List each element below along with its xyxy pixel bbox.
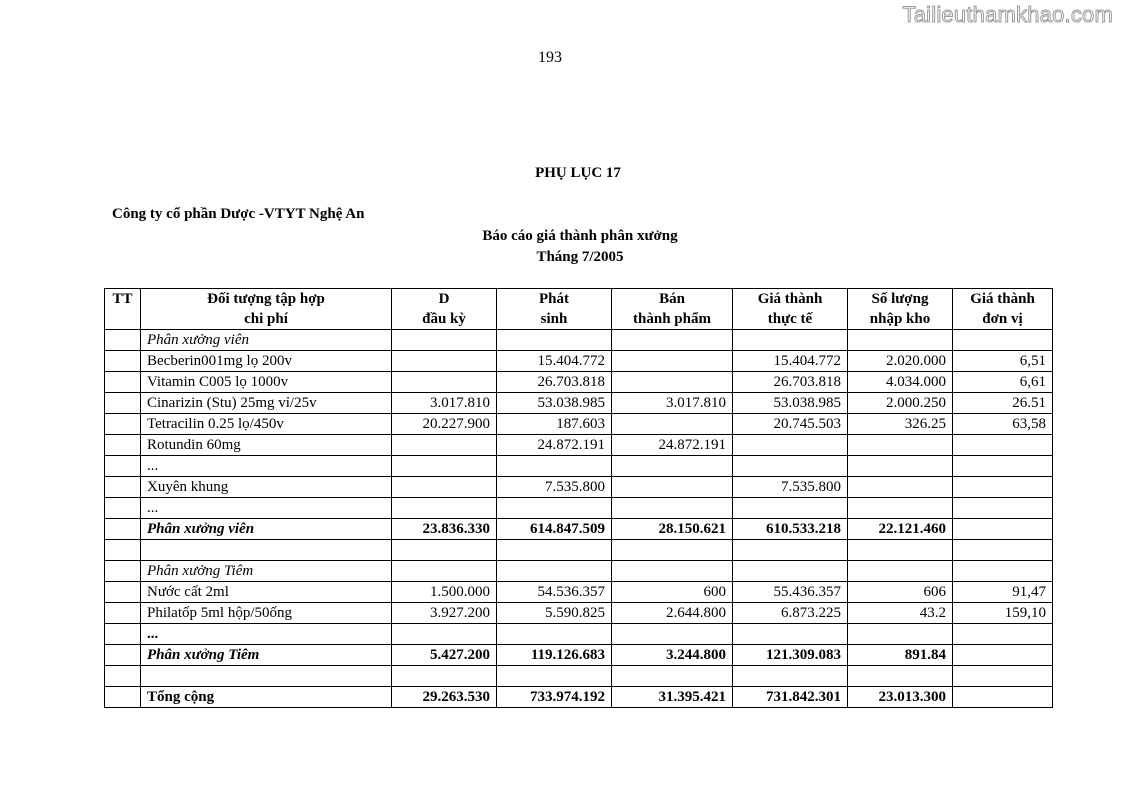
cell-cost-object: Nước cất 2ml [141,582,392,603]
cell-unit-cost [953,687,1053,708]
cell-quantity-received [848,477,953,498]
cell-sold-goods: 2.644.800 [612,603,733,624]
cell-incurred: 26.703.818 [497,372,612,393]
cell-tt [105,372,141,393]
header-quantity-received-line2: nhập kho [848,309,953,330]
table-row [105,393,1053,414]
cell-sold-goods [612,666,733,687]
cell-opening-balance [392,372,497,393]
cell-incurred: 54.536.357 [497,582,612,603]
cell-unit-cost: 91,47 [953,582,1053,603]
cell-incurred [497,456,612,477]
cell-actual-cost [733,624,848,645]
cell-opening-balance: 1.500.000 [392,582,497,603]
table-row [105,687,1053,708]
cell-tt [105,477,141,498]
header-sold-goods: Bán [612,289,733,310]
cell-cost-object: Rotundin 60mg [141,435,392,456]
cell-incurred [497,330,612,351]
report-title: Báo cáo giá thành phân xưởng [482,228,678,244]
cell-unit-cost [953,498,1053,519]
cell-incurred [497,561,612,582]
cell-actual-cost [733,330,848,351]
cell-actual-cost: 53.038.985 [733,393,848,414]
cell-opening-balance [392,351,497,372]
cell-opening-balance: 3.017.810 [392,393,497,414]
table-row [105,582,1053,603]
table-row [105,330,1053,351]
cell-unit-cost: 63,58 [953,414,1053,435]
cell-tt [105,351,141,372]
cell-unit-cost [953,435,1053,456]
cell-incurred: 5.590.825 [497,603,612,624]
cell-unit-cost [953,477,1053,498]
cell-tt [105,393,141,414]
table-row [105,666,1053,687]
cell-sold-goods [612,624,733,645]
cell-unit-cost [953,330,1053,351]
cell-actual-cost: 20.745.503 [733,414,848,435]
cell-opening-balance: 23.836.330 [392,519,497,540]
cell-opening-balance [392,435,497,456]
cell-tt [105,435,141,456]
header-opening-balance-line2: đầu kỳ [392,309,497,330]
cell-tt [105,603,141,624]
table-row [105,456,1053,477]
cell-sold-goods [612,330,733,351]
cell-incurred: 119.126.683 [497,645,612,666]
table-row [105,372,1053,393]
cell-tt [105,414,141,435]
cell-sold-goods: 3.017.810 [612,393,733,414]
cell-quantity-received: 891.84 [848,645,953,666]
table-row [105,519,1053,540]
cell-cost-object: Vitamin C005 lọ 1000v [141,372,392,393]
cell-unit-cost: 6,61 [953,372,1053,393]
cell-opening-balance [392,477,497,498]
header-quantity-received: Số lượng [848,289,953,310]
cell-unit-cost: 159,10 [953,603,1053,624]
cell-sold-goods [612,372,733,393]
table-row [105,435,1053,456]
header-tt: TT [105,289,141,310]
cell-incurred: 614.847.509 [497,519,612,540]
cell-cost-object [141,666,392,687]
cell-quantity-received [848,666,953,687]
cell-sold-goods [612,477,733,498]
cell-sold-goods: 28.150.621 [612,519,733,540]
cell-cost-object: Phân xưởng viên [141,330,392,351]
cell-quantity-received: 2.020.000 [848,351,953,372]
table-row [105,498,1053,519]
table-body [105,330,1053,708]
cell-opening-balance [392,498,497,519]
cell-opening-balance [392,540,497,561]
cell-actual-cost: 15.404.772 [733,351,848,372]
cell-sold-goods [612,351,733,372]
cell-sold-goods [612,540,733,561]
cell-unit-cost [953,540,1053,561]
cell-tt [105,624,141,645]
cell-opening-balance: 3.927.200 [392,603,497,624]
table-row [105,414,1053,435]
cell-incurred: 187.603 [497,414,612,435]
cell-cost-object: Phân xưởng viên [141,519,392,540]
cell-incurred [497,666,612,687]
cell-cost-object: Xuyên khung [141,477,392,498]
cell-actual-cost: 7.535.800 [733,477,848,498]
table-row [105,624,1053,645]
cell-unit-cost: 6,51 [953,351,1053,372]
header-tt-line2 [105,309,141,330]
cell-opening-balance [392,561,497,582]
header-unit-cost-line2: đơn vị [953,309,1053,330]
appendix-title: PHỤ LỤC 17 [535,165,621,181]
cell-quantity-received [848,456,953,477]
cell-quantity-received: 23.013.300 [848,687,953,708]
cell-actual-cost: 6.873.225 [733,603,848,624]
cell-quantity-received [848,435,953,456]
page-number: 193 [538,49,562,66]
cell-incurred: 53.038.985 [497,393,612,414]
header-row-1 [105,289,1053,310]
cell-actual-cost [733,666,848,687]
cell-cost-object: Philatốp 5ml hộp/50ống [141,603,392,624]
cell-incurred: 733.974.192 [497,687,612,708]
cell-actual-cost: 121.309.083 [733,645,848,666]
report-period: Tháng 7/2005 [536,249,624,265]
cell-opening-balance: 20.227.900 [392,414,497,435]
cell-quantity-received [848,540,953,561]
cell-opening-balance [392,624,497,645]
cell-cost-object: Becberin001mg lọ 200v [141,351,392,372]
cell-sold-goods [612,498,733,519]
cost-report-table [104,288,1053,708]
cell-quantity-received: 2.000.250 [848,393,953,414]
table-header [105,289,1053,330]
cell-quantity-received: 22.121.460 [848,519,953,540]
table-row [105,477,1053,498]
cell-cost-object [141,540,392,561]
cell-tt [105,645,141,666]
cell-actual-cost [733,540,848,561]
cell-cost-object: Cinarizin (Stu) 25mg vỉ/25v [141,393,392,414]
table-row [105,540,1053,561]
cell-opening-balance [392,666,497,687]
cell-incurred: 7.535.800 [497,477,612,498]
cell-quantity-received [848,561,953,582]
table-row [105,561,1053,582]
cell-cost-object: ... [141,498,392,519]
cell-sold-goods: 24.872.191 [612,435,733,456]
company-name: Công ty cổ phần Dược -VTYT Nghệ An [112,206,365,222]
cell-unit-cost [953,666,1053,687]
cell-incurred [497,624,612,645]
cell-unit-cost [953,624,1053,645]
header-row-2 [105,309,1053,330]
cell-cost-object: Tổng cộng [141,687,392,708]
cell-quantity-received [848,624,953,645]
cell-tt [105,498,141,519]
cell-opening-balance: 29.263.530 [392,687,497,708]
cell-quantity-received: 606 [848,582,953,603]
cell-incurred [497,498,612,519]
cell-quantity-received: 326.25 [848,414,953,435]
cell-opening-balance: 5.427.200 [392,645,497,666]
cell-incurred [497,540,612,561]
cell-tt [105,582,141,603]
cell-sold-goods [612,414,733,435]
cell-sold-goods: 3.244.800 [612,645,733,666]
cell-actual-cost [733,561,848,582]
cell-quantity-received [848,330,953,351]
cell-actual-cost: 26.703.818 [733,372,848,393]
cell-sold-goods: 31.395.421 [612,687,733,708]
cell-sold-goods [612,456,733,477]
header-incurred: Phát [497,289,612,310]
cell-cost-object: Phân xưởng Tiêm [141,645,392,666]
cell-cost-object: Tetracilin 0.25 lọ/450v [141,414,392,435]
cell-opening-balance [392,330,497,351]
cell-tt [105,687,141,708]
cell-cost-object: ... [141,624,392,645]
cell-tt [105,456,141,477]
cell-actual-cost: 55.436.357 [733,582,848,603]
table-row [105,351,1053,372]
cell-tt [105,666,141,687]
cell-tt [105,519,141,540]
cell-tt [105,330,141,351]
cell-actual-cost [733,498,848,519]
cell-incurred: 24.872.191 [497,435,612,456]
cell-actual-cost: 610.533.218 [733,519,848,540]
table-row [105,645,1053,666]
header-incurred-line2: sinh [497,309,612,330]
cell-opening-balance [392,456,497,477]
header-unit-cost: Giá thành [953,289,1053,310]
cell-quantity-received: 4.034.000 [848,372,953,393]
cell-actual-cost [733,456,848,477]
cell-incurred: 15.404.772 [497,351,612,372]
header-actual-cost: Giá thành [733,289,848,310]
table-row [105,603,1053,624]
cell-tt [105,561,141,582]
cell-unit-cost [953,645,1053,666]
cell-actual-cost: 731.842.301 [733,687,848,708]
cell-unit-cost [953,519,1053,540]
header-opening-balance: D [392,289,497,310]
watermark: Tailieuthamkhao.com [902,2,1113,27]
cell-unit-cost [953,561,1053,582]
header-cost-object-line2: chi phí [141,309,392,330]
cell-unit-cost [953,456,1053,477]
header-actual-cost-line2: thực tế [733,309,848,330]
cell-cost-object: ... [141,456,392,477]
cell-quantity-received [848,498,953,519]
cell-unit-cost: 26.51 [953,393,1053,414]
header-cost-object: Đối tượng tập hợp [141,289,392,310]
cell-cost-object: Phân xưởng Tiêm [141,561,392,582]
cell-sold-goods: 600 [612,582,733,603]
cell-tt [105,540,141,561]
header-sold-goods-line2: thành phẩm [612,309,733,330]
cell-sold-goods [612,561,733,582]
cell-actual-cost [733,435,848,456]
cell-quantity-received: 43.2 [848,603,953,624]
